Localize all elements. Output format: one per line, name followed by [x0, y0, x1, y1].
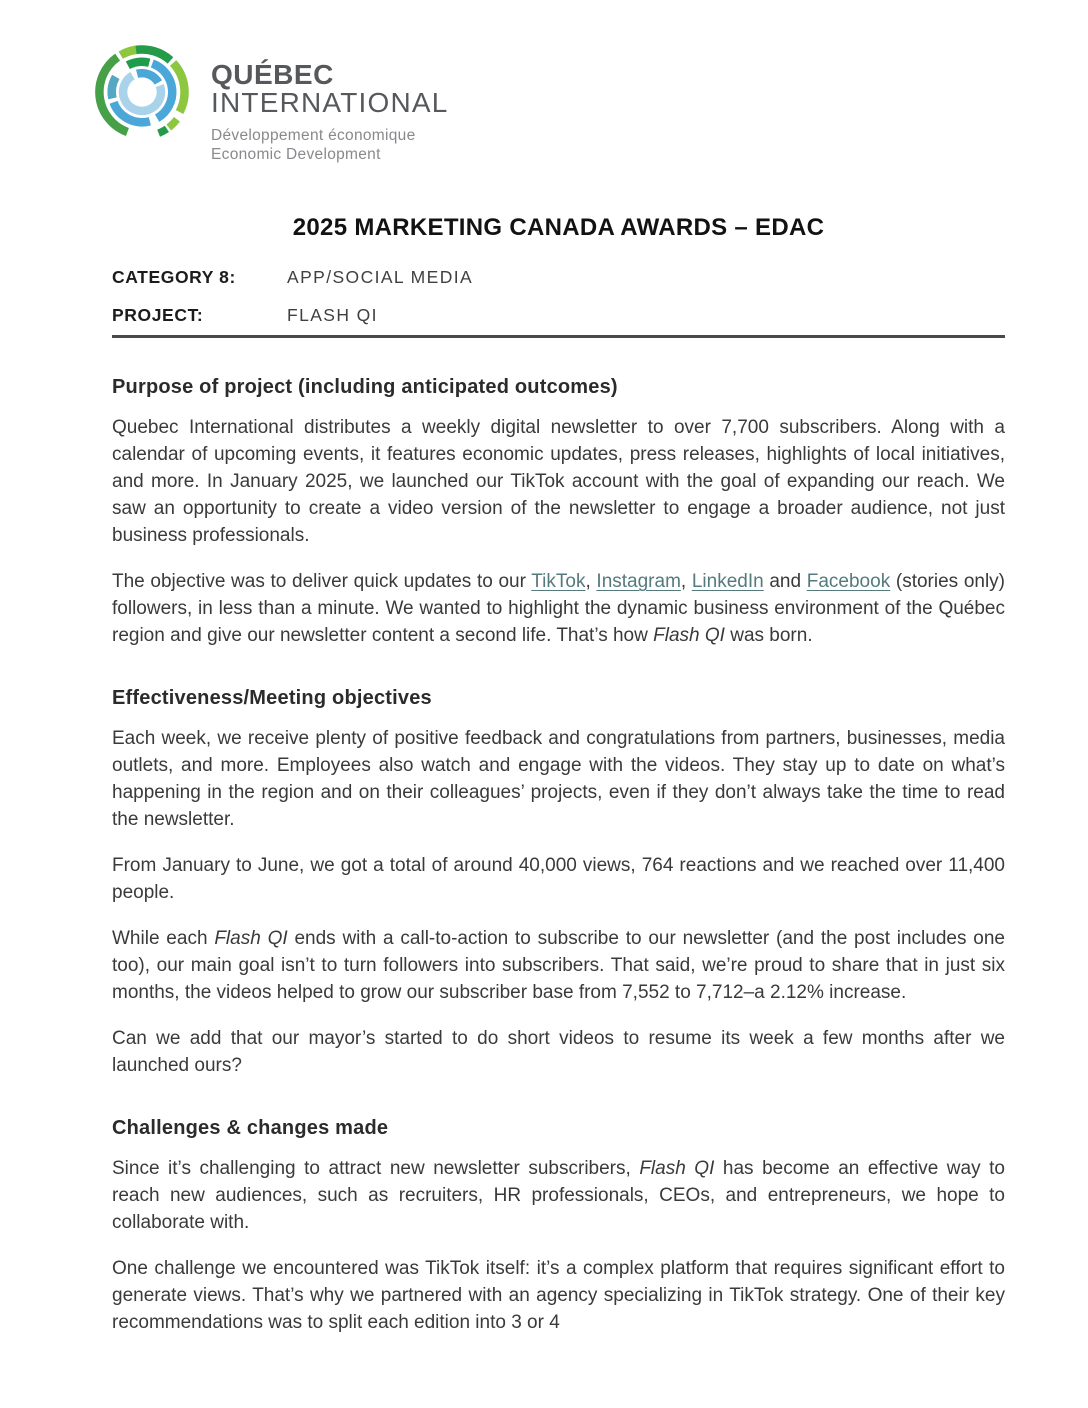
project-name-italic: Flash QI: [214, 928, 288, 949]
logo-name-line1: QUÉBEC: [211, 59, 334, 90]
document-title: 2025 MARKETING CANADA AWARDS – EDAC: [292, 214, 825, 241]
logo: [90, 36, 1005, 164]
paragraph: Can we add that our mayor’s started to do short videos to resume its week a few months after we launched ours?: [112, 1028, 1005, 1076]
document-body: [112, 376, 1005, 1336]
paragraph: From January to June, we got a total of around 40,000 views, 764 reactions and we reached over 11,400 people.: [112, 855, 1005, 903]
logo-name-line2: INTERNATIONAL: [211, 87, 449, 118]
instagram-link[interactable]: Instagram: [596, 571, 681, 592]
category-value: APP/SOCIAL MEDIA: [287, 267, 474, 287]
document-section: [112, 376, 1005, 649]
project-line: [112, 305, 1005, 326]
header-divider-rule: [112, 335, 1005, 338]
paragraph: Each week, we receive plenty of positive feedback and congratulations from partners, businesses, media outlets, and more. Employees also watch and engage with the videos. They stay up to date on what’s happening in the region and on their colleagues’ projects, even if they don’t always take the time to read the newsletter.: [112, 728, 1005, 830]
paragraph: Quebec International distributes a weekly digital newsletter to over 7,700 subscribers. Along with a calendar of upcoming events, it features economic updates, press releases, highlights of local initiatives, and more. In January 2025, we launched our TikTok account with the goal of expanding our reach. We saw an opportunity to create a video version of the newsletter to engage a broader audience, not just business professionals.: [112, 417, 1005, 546]
quebec-international-logo-icon: [90, 36, 194, 148]
document-section: [112, 1117, 1005, 1336]
project-value: FLASH QI: [287, 305, 378, 325]
category-line: [112, 267, 1005, 288]
project-label: PROJECT:: [112, 305, 204, 325]
paragraph: While each Flash QI ends with a call-to-action to subscribe to our newsletter (and the post includes one too), our main goal isn’t to turn followers into subscribers. That said, we’re proud to share that in just six months, the videos helped to grow our subscriber base from 7,552 to 7,712–a 2.12% increase.: [112, 928, 1005, 1003]
category-label: CATEGORY 8:: [112, 267, 236, 287]
paragraph: The objective was to deliver quick updates to our TikTok, Instagram, LinkedIn and Facebook (stories only) followers, in less than a minute. We wanted to highlight the dynamic business environment of the Québec region and give our newsletter content a second life. That’s how Flash QI was born.: [112, 571, 1006, 646]
paragraph: Since it’s challenging to attract new newsletter subscribers, Flash QI has become an effective way to reach new audiences, such as recruiters, HR professionals, CEOs, and entrepreneurs, we hope to collaborate with.: [112, 1158, 1005, 1233]
linkedin-link[interactable]: LinkedIn: [691, 571, 764, 592]
logo-tagline-french: Développement économique: [211, 127, 416, 144]
project-name-italic: Flash QI: [639, 1158, 715, 1179]
facebook-link[interactable]: Facebook: [806, 571, 891, 592]
project-name-italic: Flash QI: [653, 625, 725, 646]
section-heading: Challenges & changes made: [112, 1117, 389, 1139]
section-heading: Purpose of project (including anticipated outcomes): [112, 376, 618, 398]
logo-tagline-english: Economic Development: [211, 146, 381, 163]
section-heading: Effectiveness/Meeting objectives: [112, 687, 432, 709]
paragraph: One challenge we encountered was TikTok itself: it’s a complex platform that requires significant effort to generate views. That’s why we partnered with an agency specializing in TikTok strategy. One of their key recommendations was to split each edition into 3 or 4: [112, 1258, 1005, 1333]
document-section: [112, 687, 1005, 1079]
logo-wordmark: [211, 36, 449, 164]
tiktok-link[interactable]: TikTok: [531, 571, 586, 592]
